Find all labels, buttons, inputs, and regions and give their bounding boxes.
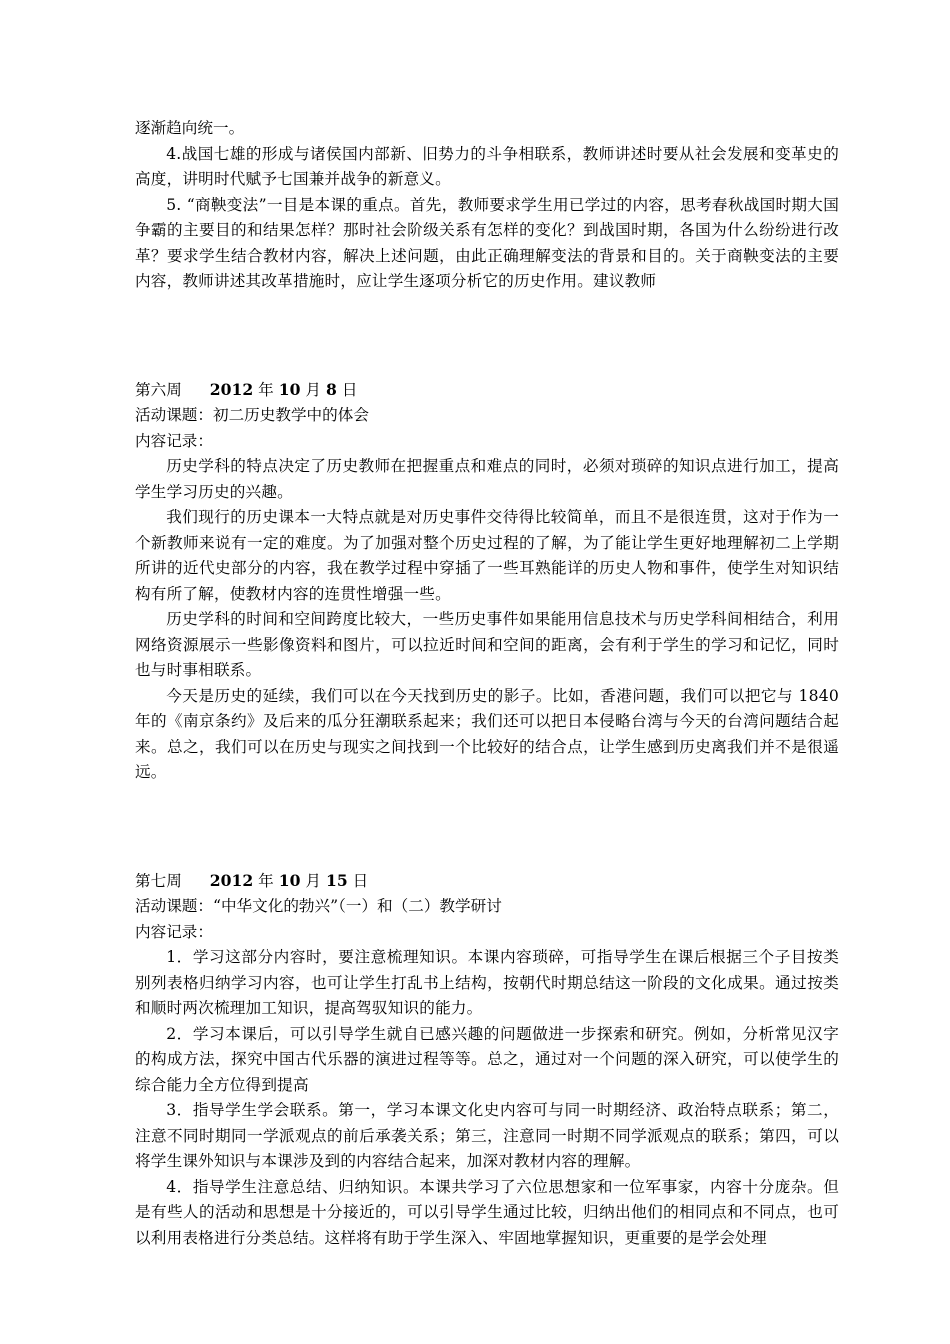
week7-month: 10 bbox=[278, 870, 301, 890]
week7-label: 第七周 bbox=[135, 871, 182, 890]
week6-topic: 活动课题：初二历史教学中的体会 bbox=[135, 406, 369, 424]
week6-paragraph: 历史学科的特点决定了历史教师在把握重点和难点的同时，必须对琐碎的知识点进行加工，提高学生学习历史的兴趣。 bbox=[135, 457, 839, 501]
paragraph-item-5: 5. “商鞅变法”一目是本课的重点。首先，教师要求学生用已学过的内容，思考春秋战国时期大国争霸的主要目的和结果怎样？那时社会阶级关系有怎样的变化？到战国时期，各国为什么纷纷进行改革？要求学生结合教材内容，解决上述问题，由此正确理解变法的背景和目的。关于商鞅变法的主要内容，教师讲述其改革措施时，应让学生逐项分析它的历史作用。建议教师 bbox=[135, 195, 839, 290]
week7-heading bbox=[135, 868, 839, 895]
week6-year: 2012 bbox=[209, 379, 254, 399]
week7-paragraph: 4．指导学生注意总结、归纳知识。本课共学习了六位思想家和一位军事家，内容十分庞杂。但是有些人的活动和思想是十分接近的，可以引导学生通过比较，归纳出他们的相同点和不同点，也可以利用表格进行分类总结。这样将有助于学生深入、牢固地掌握知识，更重要的是学会处理 bbox=[135, 1177, 839, 1247]
continuation-line: 逐渐趋向统一。 bbox=[135, 119, 245, 137]
week6-label: 第六周 bbox=[135, 380, 182, 399]
week6-paragraph: 历史学科的时间和空间跨度比较大，一些历史事件如果能用信息技术与历史学科间相结合，利用网络资源展示一些影像资料和图片，可以拉近时间和空间的距离，会有利于学生的学习和记忆，同时也与时事相联系。 bbox=[135, 610, 839, 679]
week6-paragraph: 我们现行的历史课本一大特点就是对历史事件交待得比较简单，而且不是很连贯，这对于作为一个新教师来说有一定的难度。为了加强对整个历史过程的了解，为了能让学生更好地理解初二上学期所讲的近代史部分的内容，我在教学过程中穿插了一些耳熟能详的历史人物和事件，使学生对知识结构有所了解，使教材内容的连贯性增强一些。 bbox=[135, 508, 839, 603]
section-gap bbox=[135, 786, 839, 868]
week7-paragraph: 1．学习这部分内容时，要注意梳理知识。本课内容琐碎，可指导学生在课后根据三个子目按类别列表格归纳学习内容，也可让学生打乱书上结构，按朝代时期总结这一阶段的文化成果。通过按类和顺时两次梳理加工知识，提高驾驭知识的能力。 bbox=[135, 948, 839, 1017]
week7-paragraph: 3．指导学生学会联系。第一，学习本课文化史内容可与同一时期经济、政治特点联系；第二，注意不同时期同一学派观点的前后承袭关系；第三，注意同一时期不同学派观点的联系；第四，可以将学生课外知识与本课涉及到的内容结合起来，加深对教材内容的理解。 bbox=[135, 1101, 839, 1170]
week7-month-unit: 月 bbox=[305, 871, 322, 890]
week6-paragraph: 今天是历史的延续，我们可以在今天找到历史的影子。比如，香港问题，我们可以把它与 1840 年的《南京条约》及后来的瓜分狂潮联系起来；我们还可以把日本侵略台湾与今天的台湾问题结合起来。总之，我们可以在历史与现实之间找到一个比较好的结合点，让学生感到历史离我们并不是很遥远。 bbox=[135, 686, 839, 781]
week6-record-label: 内容记录： bbox=[135, 431, 213, 450]
week6-day: 8 bbox=[326, 379, 337, 399]
week6-heading bbox=[135, 377, 839, 404]
week7-day-unit: 日 bbox=[352, 871, 369, 890]
paragraph-item-4: 4.战国七雄的形成与诸侯国内部新、旧势力的斗争相联系，教师讲述时要从社会发展和变革史的高度，讲明时代赋予七国兼并战争的新意义。 bbox=[135, 144, 839, 188]
week6-section bbox=[135, 377, 839, 786]
week7-section bbox=[135, 868, 839, 1252]
week7-topic: 活动课题：“中华文化的勃兴”（一）和（二）教学研讨 bbox=[135, 897, 502, 915]
week7-year: 2012 bbox=[209, 870, 254, 890]
week6-day-unit: 日 bbox=[341, 380, 358, 399]
week6-month: 10 bbox=[278, 379, 301, 399]
document-page bbox=[135, 116, 839, 1251]
week7-day: 15 bbox=[326, 870, 348, 890]
week7-year-unit: 年 bbox=[258, 871, 274, 890]
week7-paragraph: 2．学习本课后，可以引导学生就自已感兴趣的问题做进一步探索和研究。例如，分析常见汉字的构成方法，探究中国古代乐器的演进过程等等。总之，通过对一个问题的深入研究，可以使学生的综合能力全方位得到提高 bbox=[135, 1024, 839, 1094]
week6-year-unit: 年 bbox=[258, 380, 274, 399]
section-gap bbox=[135, 295, 839, 377]
week7-record-label: 内容记录： bbox=[135, 922, 213, 941]
week6-month-unit: 月 bbox=[305, 380, 322, 399]
